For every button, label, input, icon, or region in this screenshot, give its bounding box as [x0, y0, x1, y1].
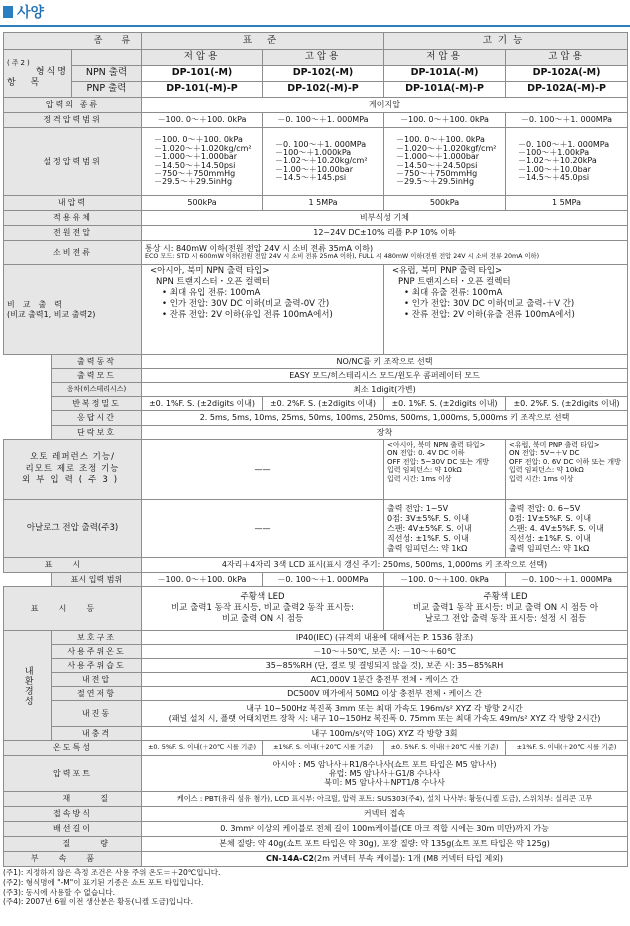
voltage-row [4, 226, 628, 241]
ext-npn-line: <아시아, 북미 NPN 출력 타입> [387, 441, 486, 449]
shock-label: 내충격 [52, 727, 142, 741]
npn-line: <아시아, 북미 NPN 출력 타입> [150, 266, 270, 276]
insulation-value: DC500V 메가에서 50MΩ 이상 충전부 전체・케이스 간 [142, 687, 628, 701]
rated-range-4: －0. 100～＋1. 000MPa [506, 113, 628, 128]
indicator-hf-line: 주황색 LED [483, 591, 528, 602]
indent-spacer [4, 426, 52, 440]
temp-char-2: ±1%F. S. 이내(＋20℃ 시를 기준) [263, 741, 384, 756]
ext-input-label2: 리모트 제로 조정 기능 [25, 463, 120, 474]
disp-range-4: －0. 100～＋1. 000MPa [506, 573, 628, 587]
display-label: 표시 [4, 558, 142, 573]
current-value [142, 241, 628, 265]
protection-value: IP40(IEC) (규격의 내용에 대해서는 P. 1536 참조) [142, 631, 628, 645]
spec-table [3, 32, 628, 867]
hysteresis-label: 응차(히스테리시스) [52, 383, 142, 397]
set-range-4-line: －1.02～＋10.20kPa [518, 156, 597, 166]
pressure-type-row [4, 98, 628, 113]
analog-line: 출력 전압: 1~5V [387, 503, 449, 513]
indent-spacer [4, 383, 52, 397]
analog-label: 아날로그 전압 출력(주3) [4, 500, 142, 558]
header-row-1 [4, 33, 628, 50]
footnote: (주1): 지정하지 않은 측정 조건은 사용 주위 온도＝＋20℃입니다. [3, 868, 221, 877]
set-range-1-line: －750～＋750mmHg [154, 168, 236, 178]
fluid-label: 적용유체 [4, 211, 142, 226]
temp-char-3: ±0. 5%F. S. 이내(＋20℃ 시를 기준) [384, 741, 506, 756]
footnotes [3, 868, 220, 907]
display-row [4, 558, 628, 573]
rated-range-3: －100. 0～＋100. 0kPa [384, 113, 506, 128]
dielectric-value: AC1,000V 1분간 충전부 전체・케이스 간 [142, 673, 628, 687]
set-range-2-line: －0. 100～＋1. 000MPa [275, 139, 367, 149]
current-normal: 통상 시: 840mW 이하(전원 전압 24V 시 소비 전류 35mA 이하) [145, 244, 374, 254]
set-range-2-line: －100～＋1.000kPa [275, 147, 352, 157]
port-line: 유럽: M5 암나사＋G1/8 수나사 [328, 768, 441, 778]
analog-std: —— [142, 500, 384, 558]
hf-low-pressure: 저압용 [384, 50, 506, 66]
comp-output-npn [142, 265, 384, 355]
output-mode-label: 출력모드 [52, 369, 142, 383]
set-range-3-line: －750～＋750mmHg [396, 168, 478, 178]
temp-label: 사용주위온도 [52, 645, 142, 659]
ext-pnp-line: <유럽, 북미 PNP 출력 타입> [509, 441, 600, 449]
pnp-line: PNP 트랜지스터・오픈 컬렉터 [398, 277, 511, 288]
accessory-label: 부속품 [4, 852, 142, 867]
set-range-3 [384, 128, 506, 196]
connection-row [4, 807, 628, 822]
set-range-4-line: －14.5～＋45.0psi [518, 173, 590, 183]
short-prot-value: 장착 [142, 426, 628, 440]
rated-range-1: －100. 0～＋100. 0kPa [142, 113, 263, 128]
temp-row [4, 645, 628, 659]
weight-label: 질량 [4, 837, 142, 852]
set-range-3-line: －1.000～＋1.000bar [396, 152, 480, 162]
comp-output-label: 비교출력 [7, 300, 70, 310]
pressure-type-value: 게이지압 [142, 98, 628, 113]
set-range-3-line: －100. 0～＋100. 0kPa [396, 135, 485, 145]
repeat-2: ±0. 2%F. S. (±2digits 이내) [263, 397, 384, 411]
analog-line: 스팬: 4V±5%F. S. 이내 [387, 523, 472, 533]
item-label: 항 목 [7, 77, 46, 88]
vibration-value [142, 701, 628, 727]
output-op-row [4, 355, 628, 369]
model-label-cell [4, 50, 72, 98]
set-range-2-line: －14.5～＋145.psi [275, 173, 347, 183]
model-npn-2: DP-102(-M) [263, 66, 384, 82]
material-value: 케이스 : PBT(유리 섬유 첨가), LCD 표시부: 아크릴, 압력 포트: SUS303(주4), 설치 나사부: 황동(니켈 도금), 스위치부: 실리콘 고무 [142, 792, 628, 807]
set-range-label: 설정압력범위 [4, 128, 142, 196]
footnote: (주4): 2007년 6월 이전 생산분은 황동(니켈 도금)입니다. [3, 897, 193, 907]
indicator-row [4, 587, 628, 631]
ext-pnp-line: 입력 시간: 1ms 이상 [509, 474, 574, 483]
indent-spacer [4, 369, 52, 383]
pnp-line: <유럽, 북미 PNP 출력 타입> [392, 266, 503, 276]
material-label: 재질 [4, 792, 142, 807]
port-value [142, 756, 628, 792]
ext-npn-line: OFF 전압: 5~30V DC 또는 개방 [387, 457, 489, 466]
set-range-4-line: －1.00～＋10.0bar [518, 164, 591, 174]
footnote: (주2): 형식명에 "-M"이 표기된 기종은 쇼트 포트 타입입니다. [3, 877, 204, 887]
hf-mid-pressure: 고압용 [506, 50, 628, 66]
section-header [0, 0, 630, 30]
comp-output-label-cell [4, 265, 142, 355]
vibration-label: 내진동 [52, 701, 142, 727]
output-op-label: 출력동작 [52, 355, 142, 369]
shock-value: 내구 100m/s²(약 10G) XYZ 각 방향 3회 [142, 727, 628, 741]
ext-input-label3: 외부입력(주3) [21, 475, 124, 486]
header-divider [0, 25, 630, 27]
npn-model-row [4, 66, 628, 82]
comp-output-row [4, 265, 628, 355]
set-range-2-line: －1.00～＋10.00bar [275, 164, 353, 174]
repeat-4: ±0. 2%F. S. (±2digits 이내) [506, 397, 628, 411]
section-title: 사양 [17, 5, 45, 21]
ext-input-label-cell [4, 440, 142, 500]
blank-cell [72, 50, 142, 66]
set-range-1-line: －29.5～＋29.5inHg [154, 177, 233, 187]
analog-line: 출력 임피던스: 약 1kΩ [387, 543, 468, 553]
disp-range-label: 표시 입력 범위 [52, 573, 142, 587]
protection-label: 보호구조 [52, 631, 142, 645]
withstand-3: 500kPa [384, 196, 506, 211]
analog-row [4, 500, 628, 558]
withstand-row [4, 196, 628, 211]
model-pnp-1: DP-101(-M)-P [142, 82, 263, 98]
humidity-row [4, 659, 628, 673]
npn-line: NPN 트랜지스터・오픈 컬렉터 [156, 277, 270, 288]
note-ref: (주2) [7, 59, 32, 68]
set-range-4-line: －100～＋1.00kPa [518, 147, 590, 157]
protection-row [4, 631, 628, 645]
weight-value: 본체 질량: 약 40g(쇼트 포트 타입은 약 30g), 포장 질량: 약 135g(쇼트 포트 타입은 약 125g) [142, 837, 628, 852]
pnp-line: • 최대 유출 전류: 100mA [404, 288, 503, 299]
set-range-1-line: －1.020～＋1.020kg/cm² [154, 143, 252, 153]
vibration-line: 내구 10~500Hz 복진폭 3mm 또는 최대 가속도 196m/s² XYZ 각 방향 2시간 [246, 704, 523, 714]
model-pnp-2: DP-102(-M)-P [263, 82, 384, 98]
npn-output-label: NPN 출력 [72, 66, 142, 82]
output-mode-value: EASY 모드/히스테리시스 모드/윈도우 콤퍼레이터 모드 [142, 369, 628, 383]
withstand-label: 내압력 [4, 196, 142, 211]
type-label: 종 류 [4, 33, 142, 50]
accessory-value [142, 852, 628, 867]
fluid-row [4, 211, 628, 226]
port-line: 아시아 : M5 암나사＋R1/8수나사(쇼트 포트 타입은 M5 암나사) [272, 759, 497, 769]
humidity-label: 사용주위습도 [52, 659, 142, 673]
analog-line: 0점: 1V±5%F. S. 이내 [509, 513, 592, 523]
connection-value: 커넥터 접속 [142, 807, 628, 822]
accessory-part-number: CN-14A-C2 [265, 854, 314, 864]
dielectric-row [4, 673, 628, 687]
weight-row [4, 837, 628, 852]
pnp-model-row [4, 82, 628, 98]
set-range-4-line: －0. 100～＋1. 000MPa [518, 139, 610, 149]
set-range-1-line: －14.50～＋14.50psi [154, 160, 236, 170]
temp-char-row [4, 741, 628, 756]
analog-line: 직선성: ±1%F. S. 이내 [387, 533, 469, 543]
set-range-2 [263, 128, 384, 196]
model-npn-1: DP-101(-M) [142, 66, 263, 82]
short-prot-label: 단락보호 [52, 426, 142, 440]
env-label: 내환경성 [4, 631, 52, 741]
indent-spacer [4, 355, 52, 369]
ext-input-row [4, 440, 628, 500]
model-label: 형식명 [35, 67, 68, 78]
repeat-label: 반복정밀도 [52, 397, 142, 411]
vibration-row [4, 701, 628, 727]
indicator-hf [384, 587, 628, 631]
disp-range-1: －100. 0～＋100. 0kPa [142, 573, 263, 587]
indent-spacer [4, 573, 52, 587]
cable-value: 0. 3mm² 이상의 케이블로 전체 길이 100m케이블(CE 마크 적합 시에는 30m 미만)까지 가능 [142, 822, 628, 837]
indicator-std-line: 비교 출력 ON 시 점등 [221, 614, 304, 625]
withstand-4: 1 5MPa [506, 196, 628, 211]
indent-spacer [4, 397, 52, 411]
port-line: 북미: M5 암나사＋NPT1/8 수나사 [324, 778, 445, 788]
model-npn-4: DP-102A(-M) [506, 66, 628, 82]
shock-row [4, 727, 628, 741]
hysteresis-value: 최소 1digit(가변) [142, 383, 628, 397]
pressure-type-label: 압력의 종류 [4, 98, 142, 113]
ext-input-std: —— [142, 440, 384, 500]
ext-npn-line: ON 전압: 0. 4V DC 이하 [387, 449, 465, 458]
accessory-row [4, 852, 628, 867]
temp-value: －10～＋50℃, 보존 시: －10～＋60℃ [142, 645, 628, 659]
disp-range-3: －100. 0～＋100. 0kPa [384, 573, 506, 587]
display-value: 4자리＋4자리 3색 LCD 표시(표시 갱신 주기: 250ms, 500ms, 1,000ms 키 조작으로 선택) [142, 558, 628, 573]
ext-npn-line: 입력 임피던스: 약 10kΩ [387, 466, 462, 475]
indicator-std-line: 비교 출력1 동작 표시등, 비교 출력2 동작 표시등: [170, 602, 355, 613]
port-row [4, 756, 628, 792]
withstand-2: 1 5MPa [263, 196, 384, 211]
set-range-3-line: －14.50～＋24.50psi [396, 160, 478, 170]
analog-line: 직선성: ±1%F. S. 이내 [509, 533, 591, 543]
rated-range-label: 정격압력범위 [4, 113, 142, 128]
std-mid-pressure: 고압용 [263, 50, 384, 66]
ext-pnp-line: 입력 임피던스: 약 10kΩ [509, 466, 584, 475]
model-pnp-4: DP-102A(-M)-P [506, 82, 628, 98]
analog-line: 스팬: 4. 4V±5%F. S. 이내 [509, 523, 604, 533]
temp-char-1: ±0. 5%F. S. 이내(＋20℃ 시를 기준) [142, 741, 263, 756]
model-pnp-3: DP-101A(-M)-P [384, 82, 506, 98]
analog-line: 출력 임피던스: 약 1kΩ [509, 543, 590, 553]
set-range-1 [142, 128, 263, 196]
fluid-value: 비부식성 기체 [142, 211, 628, 226]
temp-char-label: 온도특성 [4, 741, 142, 756]
indicator-std [142, 587, 384, 631]
indicator-std-line: 주황색 LED [240, 591, 285, 602]
pnp-output-label: PNP 출력 [72, 82, 142, 98]
indicator-hf-line: 날로그 전압 출력 동작 표시등: 설정 시 점등 [424, 614, 587, 625]
high-function-header: 고기능 [384, 33, 628, 50]
short-prot-row [4, 426, 628, 440]
repeat-row [4, 397, 628, 411]
comp-output-pnp [384, 265, 628, 355]
npn-line: • 인가 전압: 30V DC 이하(비교 출력-0V 간) [162, 299, 330, 310]
set-range-4 [506, 128, 628, 196]
vibration-line: (패널 설치 시, 플랫 어태치먼트 장착 시: 내구 10~150Hz 복진폭 0. 75mm 또는 최대 가속도 49m/s² XYZ 각 방향 2시간) [168, 713, 601, 723]
ext-input-pnp [506, 440, 628, 500]
set-range-3-line: －1.020～＋1.020kgf/cm² [396, 143, 497, 153]
header-square-icon [3, 6, 13, 18]
comp-output-sublabel: (비교 출력1, 비교 출력2) [7, 309, 96, 319]
accessory-description: (2m 커넥터 부속 케이블): 1개 (M8 커넥터 타입 제외) [313, 854, 504, 864]
connection-label: 접속방식 [4, 807, 142, 822]
set-range-1-line: －1.000～＋1.000bar [154, 152, 238, 162]
output-op-value: NO/NC를 키 조작으로 선택 [142, 355, 628, 369]
response-value: 2. 5ms, 5ms, 10ms, 25ms, 50ms, 100ms, 250ms, 500ms, 1,000ms, 5,000ms 키 조작으로 선택 [142, 411, 628, 426]
set-range-2-line: －1.02～＋10.20kg/cm² [275, 156, 368, 166]
voltage-label: 전원전압 [4, 226, 142, 241]
response-row [4, 411, 628, 426]
indent-spacer [4, 411, 52, 426]
disp-range-row [4, 573, 628, 587]
indicator-label: 표시등 [4, 587, 142, 631]
material-row [4, 792, 628, 807]
indicator-hf-line: 비교 출력1 동작 표시등: 비교 출력 ON 시 점등 아 [412, 602, 599, 613]
current-row [4, 241, 628, 265]
output-mode-row [4, 369, 628, 383]
insulation-label: 절연저항 [52, 687, 142, 701]
insulation-row [4, 687, 628, 701]
dielectric-label: 내전압 [52, 673, 142, 687]
withstand-1: 500kPa [142, 196, 263, 211]
repeat-1: ±0. 1%F. S. (±2digits 이내) [142, 397, 263, 411]
cable-row [4, 822, 628, 837]
footnote: (주3): 동시에 사용할 수 없습니다. [3, 887, 116, 897]
response-label: 응답시간 [52, 411, 142, 426]
repeat-3: ±0. 1%F. S. (±2digits 이내) [384, 397, 506, 411]
analog-1 [384, 500, 506, 558]
ext-pnp-line: ON 전압: 5V~＋V DC [509, 449, 580, 458]
ext-input-npn [384, 440, 506, 500]
model-npn-3: DP-101A(-M) [384, 66, 506, 82]
set-range-1-line: －100. 0～＋100. 0kPa [154, 135, 243, 145]
hysteresis-row [4, 383, 628, 397]
ext-input-label1: 오토 레퍼런스 기능/ [30, 451, 115, 462]
analog-2 [506, 500, 628, 558]
humidity-value: 35~85%RH (단, 결로 및 결빙되지 않을 것), 보존 시: 35~85%RH [142, 659, 628, 673]
npn-line: • 최대 유입 전류: 100mA [162, 288, 261, 299]
rated-range-row [4, 113, 628, 128]
current-label: 소비전류 [4, 241, 142, 265]
disp-range-2: －0. 100～＋1. 000MPa [263, 573, 384, 587]
current-eco: ECO 모드: STD 시 600mW 이하(전원 전압 24V 시 소비 전류 25mA 이하), FULL 시 480mW 이하(전원 전압 24V 시 소비 전류 20mA 이하) [145, 253, 540, 261]
ext-pnp-line: OFF 전압: 0. 6V DC 이하 또는 개방 [509, 457, 621, 466]
set-range-row [4, 128, 628, 196]
port-label: 압력포트 [4, 756, 142, 792]
analog-line: 0점: 3V±5%F. S. 이내 [387, 513, 470, 523]
standard-header: 표 준 [142, 33, 384, 50]
pnp-line: • 인가 전압: 30V DC 이하(비교 출력-＋V 간) [404, 299, 575, 310]
ext-npn-line: 입력 시간: 1ms 이상 [387, 474, 452, 483]
header-row-2 [4, 50, 628, 66]
analog-line: 출력 전압: 0. 6~5V [509, 503, 581, 513]
std-low-pressure: 저압용 [142, 50, 263, 66]
set-range-3-line: －29.5～＋29.5inHg [396, 177, 475, 187]
rated-range-2: －0. 100～＋1. 000MPa [263, 113, 384, 128]
temp-char-4: ±1%F. S. 이내(＋20℃ 시를 기준) [506, 741, 628, 756]
pnp-line: • 잔류 전압: 2V 이하(유출 전류 100mA에서) [404, 310, 575, 321]
cable-label: 배선길이 [4, 822, 142, 837]
voltage-value: 12~24V DC±10% 리플 P-P 10% 이하 [142, 226, 628, 241]
npn-line: • 잔류 전압: 2V 이하(유입 전류 100mA에서) [162, 310, 333, 321]
